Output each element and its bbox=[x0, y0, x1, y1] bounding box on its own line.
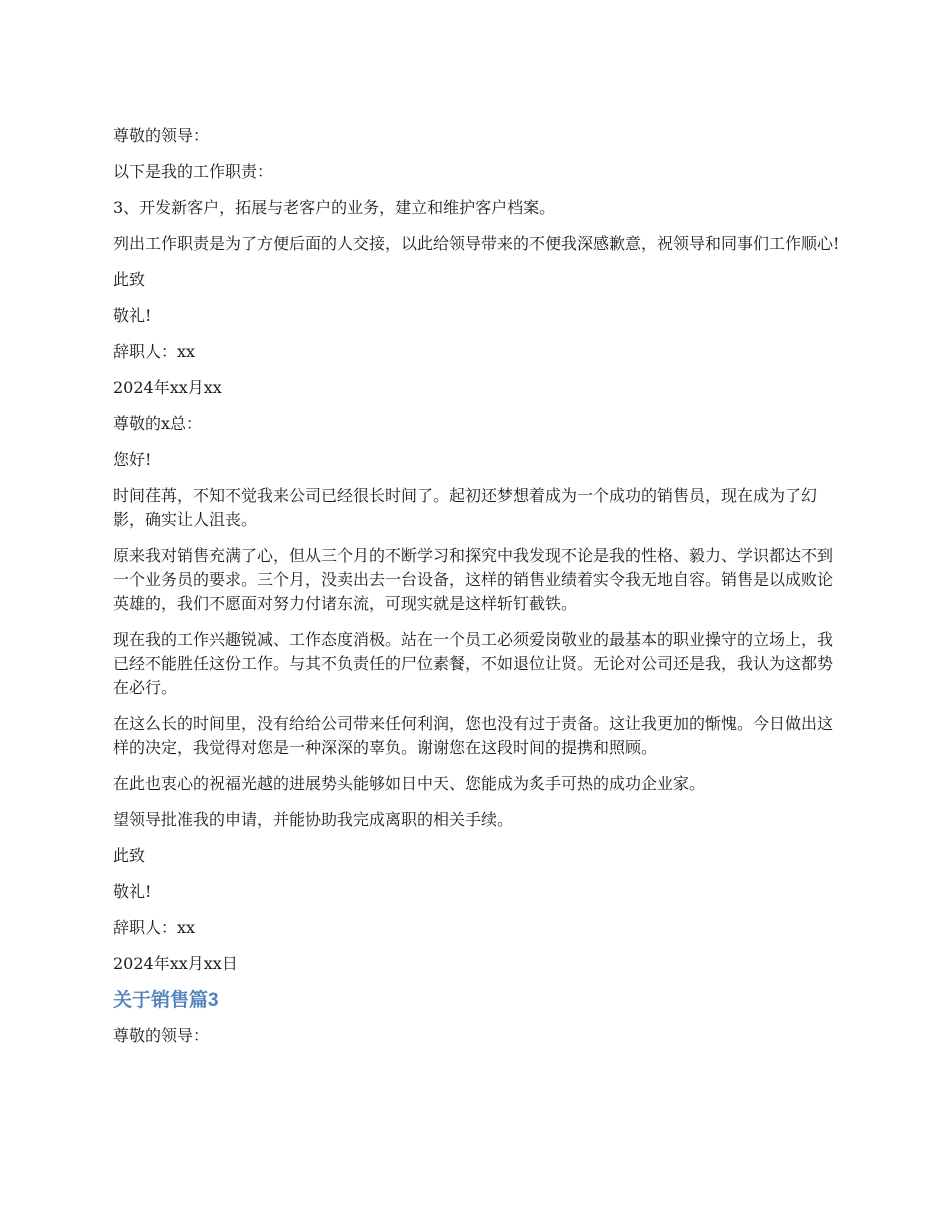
paragraph: 辞职人：xx bbox=[113, 342, 196, 361]
paragraph: 3、开发新客户，拓展与老客户的业务，建立和维护客户档案。 bbox=[113, 198, 556, 217]
letter-body-2 bbox=[113, 1024, 843, 1048]
section-heading: 关于销售篇3 bbox=[113, 990, 219, 1011]
paragraph: 此致 bbox=[113, 846, 146, 865]
paragraph: 辞职人：xx bbox=[113, 918, 196, 937]
paragraph: 望领导批准我的申请，并能协助我完成离职的相关手续。 bbox=[113, 810, 514, 829]
paragraph: 原来我对销售充满了心，但从三个月的不断学习和探究中我发现不论是我的性格、毅力、学识都达不到一个业务员的要求。三个月，没卖出去一台设备，这样的销售业绩着实令我无地自容。销售是以成败论英雄的，我们不愿面对努力付诸东流，可现实就是这样斩钉截铁。 bbox=[113, 546, 834, 613]
paragraph: 敬礼! bbox=[113, 306, 152, 325]
paragraph: 2024年xx月xx日 bbox=[113, 954, 238, 973]
paragraph: 现在我的工作兴趣锐减、工作态度消极。站在一个员工必须爱岗敬业的最基本的职业操守的立场上，我已经不能胜任这份工作。与其不负责任的尸位素餐，不如退位让贤。无论对公司还是我，我认为这都势在必行。 bbox=[113, 630, 834, 697]
paragraph: 列出工作职责是为了方便后面的人交接，以此给领导带来的不便我深感歉意，祝领导和同事们工作顺心! bbox=[113, 234, 840, 253]
document-page bbox=[113, 124, 843, 1060]
paragraph: 时间荏苒，不知不觉我来公司已经很长时间了。起初还梦想着成为一个成功的销售员，现在成为了幻影，确实让人沮丧。 bbox=[113, 486, 818, 529]
paragraph: 尊敬的领导： bbox=[113, 1026, 210, 1045]
paragraph: 在这么长的时间里，没有给给公司带来任何利润，您也没有过于责备。这让我更加的惭愧。今日做出这样的决定，我觉得对您是一种深深的辜负。谢谢您在这段时间的提携和照顾。 bbox=[113, 714, 834, 757]
letter-body-1 bbox=[113, 124, 843, 976]
paragraph: 此致 bbox=[113, 270, 146, 289]
paragraph: 以下是我的工作职责： bbox=[113, 162, 274, 181]
paragraph: 您好! bbox=[113, 450, 152, 469]
paragraph: 2024年xx月xx bbox=[113, 378, 222, 397]
paragraph: 尊敬的领导： bbox=[113, 126, 210, 145]
paragraph: 敬礼! bbox=[113, 882, 152, 901]
paragraph: 尊敬的x总： bbox=[113, 414, 203, 433]
paragraph: 在此也衷心的祝福光越的进展势头能够如日中天、您能成为炙手可热的成功企业家。 bbox=[113, 774, 706, 793]
